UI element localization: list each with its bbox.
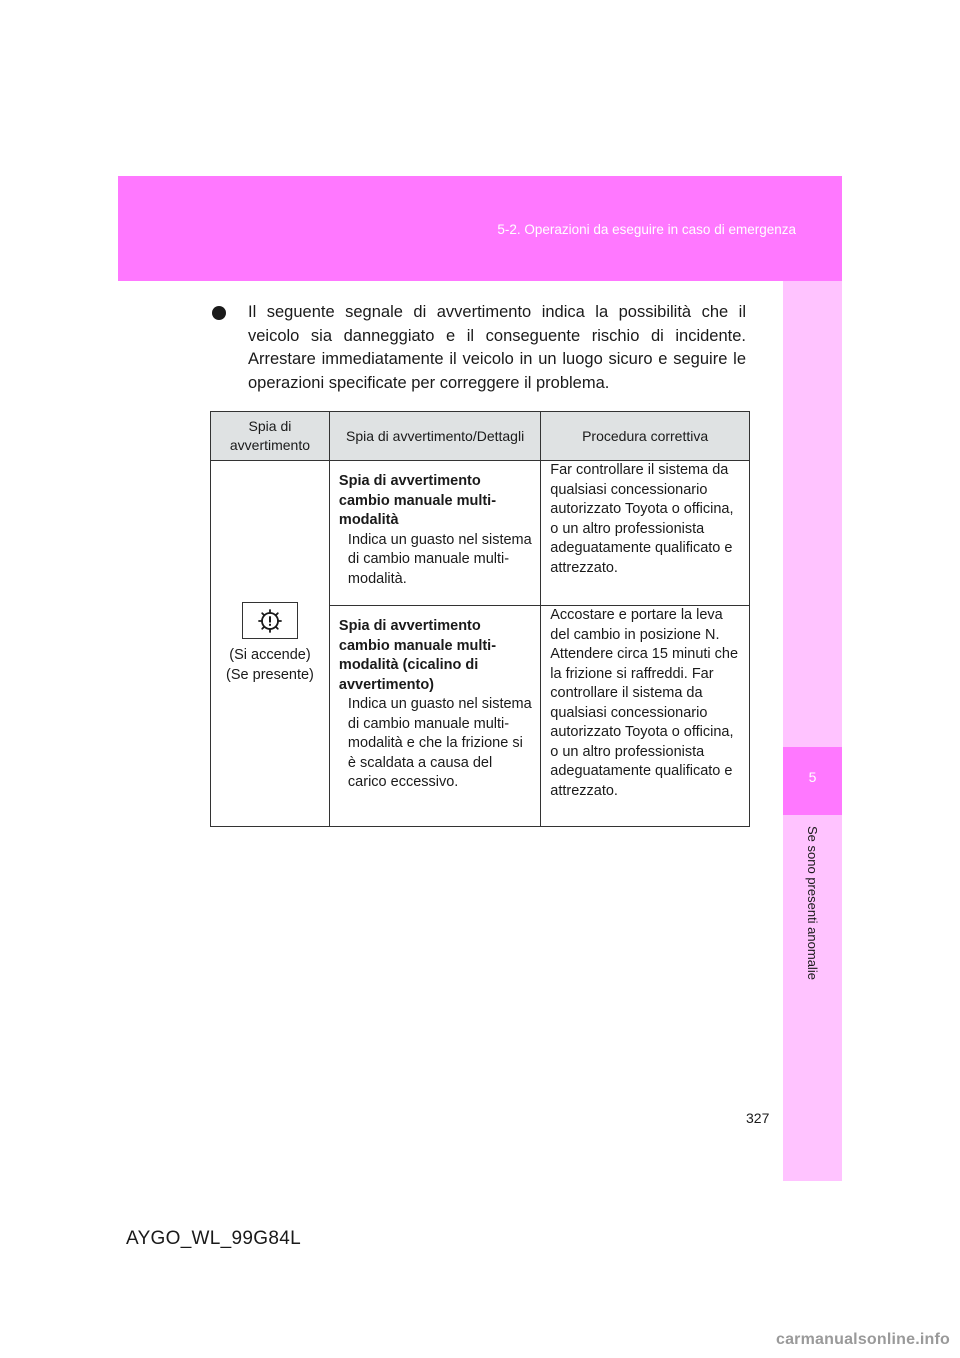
gear-warning-icon xyxy=(257,608,283,634)
warning-light-box xyxy=(242,602,298,639)
procedure-cell xyxy=(541,461,750,606)
watermark: carmanualsonline.info xyxy=(775,1331,950,1348)
table-row xyxy=(211,461,750,606)
header-warning-light: Spia di avvertimento xyxy=(211,412,330,461)
bullet-icon xyxy=(212,306,226,320)
header-procedure: Procedura correttiva xyxy=(541,412,750,461)
page-number: 327 xyxy=(746,1110,770,1126)
icon-note-if-present: (Se presente) xyxy=(226,667,314,683)
detail-description: Indica un guasto nel sistema di cambio manuale multi-modalità. xyxy=(347,531,532,587)
details-cell xyxy=(329,461,540,606)
procedure-text: Far controllare il sistema da qualsiasi concessionario autorizzato Toyota o officina, o un altro professionista adeguatamente qualificato e attrezzato. xyxy=(550,462,734,576)
side-tab-background xyxy=(783,281,842,1181)
document-code: AYGO_WL_99G84L xyxy=(126,1228,301,1249)
table-header-row xyxy=(211,412,750,461)
warning-light-table xyxy=(210,411,750,827)
icon-note-on: (Si accende) xyxy=(229,647,311,663)
chapter-title: Se sono presenti anomalie xyxy=(805,826,820,980)
detail-description: Indica un guasto nel sistema di cambio manuale multi-modalità e che la frizione si è scaldata a causa del carico eccessivo. xyxy=(347,696,532,790)
chapter-number: 5 xyxy=(808,769,817,785)
intro-bullet xyxy=(212,301,746,395)
procedure-text: Accostare e portare la leva del cambio in posizione N. Attendere circa 15 minuti che la frizione si raffreddi. Far controllare il sistema da qualsiasi concessionario autorizzato Toyota o officina, o un altro professionista adeguatamente qualificato e attrezzato. xyxy=(550,607,739,799)
header-band xyxy=(118,176,842,281)
header-details: Spia di avvertimento/Dettagli xyxy=(329,412,540,461)
intro-text: Il seguente segnale di avvertimento indica la possibilità che il veicolo sia danneggiato e il conseguente rischio di incidente. Arrestare immediatamente il veicolo in un luogo sicuro e seguire le operazioni specificate per correggere il problema. xyxy=(248,303,746,392)
chapter-title-vertical xyxy=(783,826,842,1026)
icon-cell xyxy=(211,461,330,827)
procedure-cell xyxy=(541,606,750,827)
chapter-tab xyxy=(783,747,842,815)
section-title: 5-2. Operazioni da eseguire in caso di emergenza xyxy=(497,222,796,237)
details-cell xyxy=(329,606,540,827)
detail-title: Spia di avvertimento cambio manuale multi-modalità (cicalino di avvertimento) xyxy=(338,618,497,693)
detail-title: Spia di avvertimento cambio manuale multi-modalità xyxy=(338,473,497,528)
